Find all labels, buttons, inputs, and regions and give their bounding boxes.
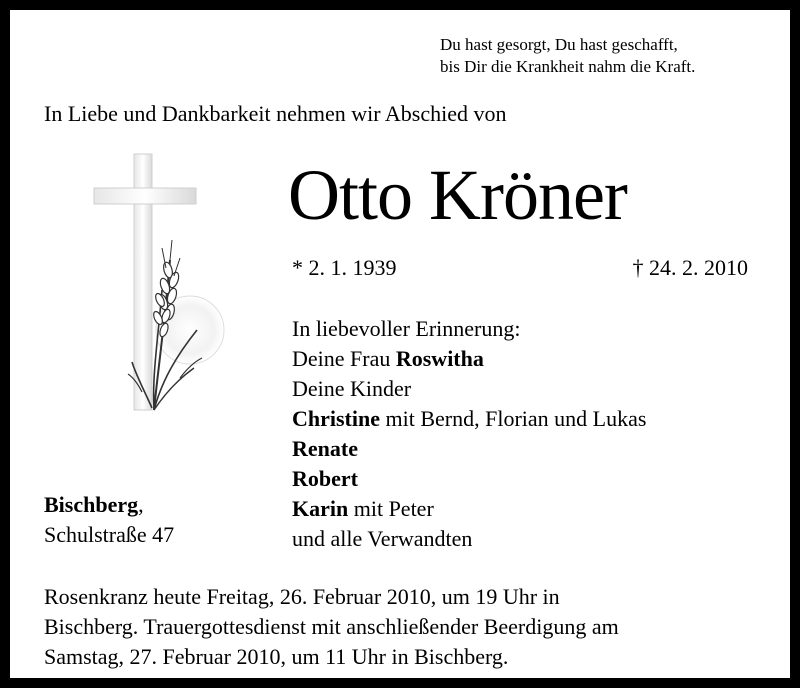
mourner-child-4 xyxy=(292,494,646,524)
child-3-name: Robert xyxy=(292,466,358,491)
mourner-relatives: und alle Verwandten xyxy=(292,526,473,551)
child-4-suffix: mit Peter xyxy=(348,496,434,521)
motto-line-1: Du hast gesorgt, Du hast geschafft, xyxy=(440,35,678,54)
funeral-service-info xyxy=(44,582,774,672)
birth-date: * 2. 1. 1939 xyxy=(292,255,397,280)
cross-with-wheat-icon xyxy=(62,140,262,430)
children-label: Deine Kinder xyxy=(292,376,412,401)
intro-text: In Liebe und Dankbarkeit nehmen wir Abschied von xyxy=(44,101,507,126)
death-date: † 24. 2. 2010 xyxy=(632,255,748,280)
motto-verse xyxy=(440,34,780,78)
deceased-name: Otto Kröner xyxy=(288,155,627,235)
child-2-name: Renate xyxy=(292,436,358,461)
wife-name: Roswitha xyxy=(395,346,484,371)
service-line-1: Rosenkranz heute Freitag, 26. Februar 2010, um 19 Uhr in xyxy=(44,584,560,609)
mourner-child-3 xyxy=(292,464,646,494)
child-1-name: Christine xyxy=(292,406,380,431)
mourners-heading: In liebevoller Erinnerung: xyxy=(292,316,521,341)
service-line-3: Samstag, 27. Februar 2010, um 11 Uhr in Bischberg. xyxy=(44,644,509,669)
child-4-name: Karin xyxy=(292,496,349,521)
child-1-suffix: mit Bernd, Florian und Lukas xyxy=(380,406,647,431)
mourner-child-1 xyxy=(292,404,646,434)
mourner-wife xyxy=(292,344,646,374)
mourner-child-2 xyxy=(292,434,646,464)
address-town-line xyxy=(44,490,174,520)
mourners-list xyxy=(292,314,646,554)
address-street: Schulstraße 47 xyxy=(44,522,175,547)
address-town-suffix: , xyxy=(138,492,144,517)
address-town: Bischberg xyxy=(44,492,139,517)
family-address xyxy=(44,490,174,550)
wife-prefix: Deine Frau xyxy=(292,346,396,371)
motto-line-2: bis Dir die Krankheit nahm die Kraft. xyxy=(440,57,696,76)
service-line-2: Bischberg. Trauergottesdienst mit anschließender Beerdigung am xyxy=(44,614,619,639)
